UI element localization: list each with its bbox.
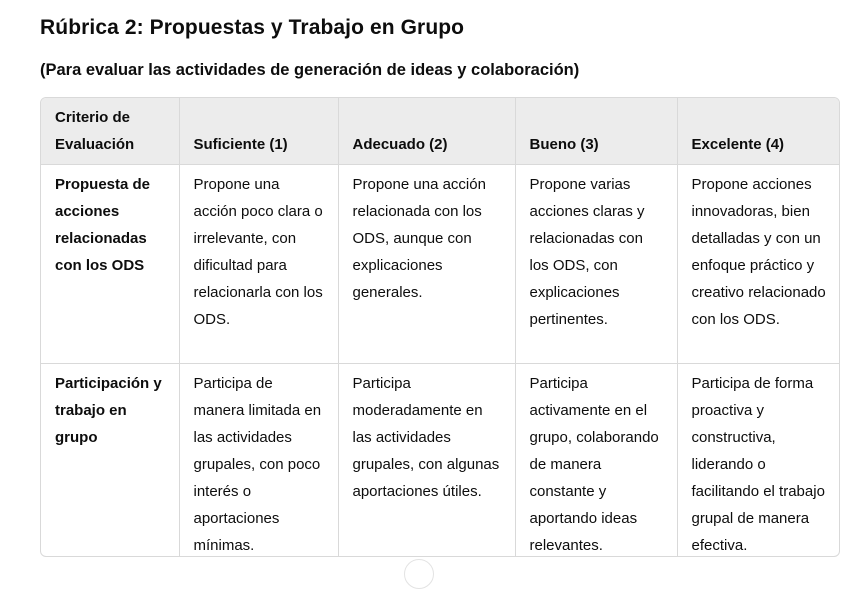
- table-cell: Participa moderadamente en las actividades grupales, con algunas aportaciones útiles.: [338, 364, 515, 558]
- table-cell: Propone varias acciones claras y relacionadas con los ODS, con explicaciones pertinentes.: [515, 165, 677, 364]
- table-cell: Propone acciones innovadoras, bien detalladas y con un enfoque práctico y creativo relacionado con los ODS.: [677, 165, 840, 364]
- scroll-down-button[interactable]: [404, 559, 434, 589]
- row-criterion: Propuesta de acciones relacionadas con los ODS: [41, 165, 179, 364]
- document-title: Rúbrica 2: Propuestas y Trabajo en Grupo: [40, 16, 465, 39]
- row-criterion: Participación y trabajo en grupo: [41, 364, 179, 558]
- rubric-table-container: [40, 97, 840, 557]
- table-row: [41, 364, 840, 558]
- table-cell: Propone una acción relacionada con los ODS, aunque con explicaciones generales.: [338, 165, 515, 364]
- table-cell: Participa de manera limitada en las actividades grupales, con poco interés o aportaciones mínimas.: [179, 364, 338, 558]
- header-level-1: Suficiente (1): [179, 98, 338, 165]
- table-cell: Propone una acción poco clara o irrelevante, con dificultad para relacionarla con los ODS.: [179, 165, 338, 364]
- header-level-4: Excelente (4): [677, 98, 840, 165]
- table-row: [41, 165, 840, 364]
- rubric-table: [41, 98, 840, 557]
- header-level-3: Bueno (3): [515, 98, 677, 165]
- table-header-row: [41, 98, 840, 165]
- table-cell: Participa de forma proactiva y constructiva, liderando o facilitando el trabajo grupal de manera efectiva.: [691, 375, 825, 554]
- document-subtitle: (Para evaluar las actividades de generación de ideas y colaboración): [40, 61, 580, 79]
- table-cell: Participa activamente en el grupo, colaborando de manera constante y aportando ideas relevantes.: [515, 364, 677, 558]
- header-criterion: Criterio de Evaluación: [41, 98, 179, 165]
- header-level-2: Adecuado (2): [338, 98, 515, 165]
